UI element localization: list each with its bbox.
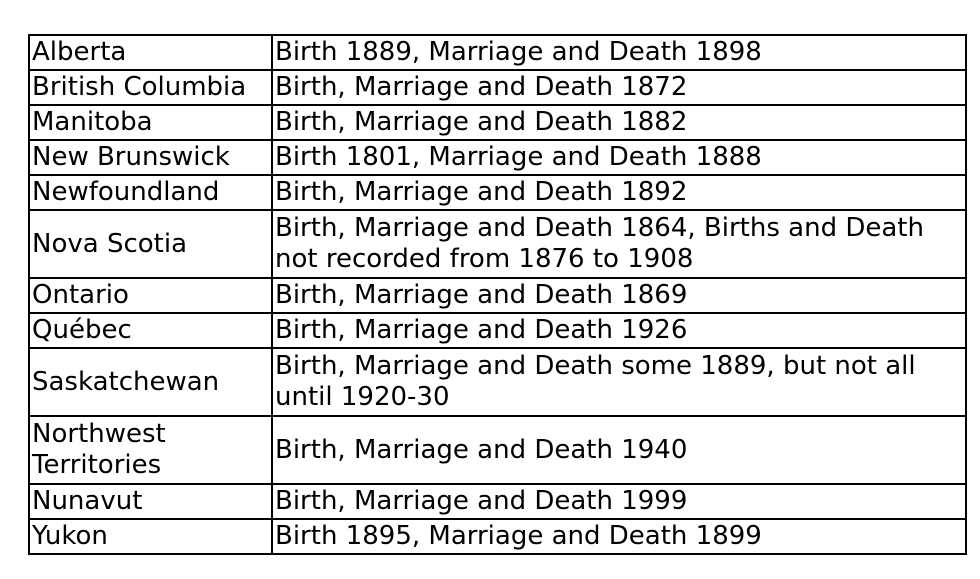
province-cell: Alberta <box>29 35 272 70</box>
records-cell: Birth 1801, Marriage and Death 1888 <box>272 140 966 175</box>
province-cell: Yukon <box>29 519 272 554</box>
records-cell: Birth, Marriage and Death 1864, Births and Death not recorded from 1876 to 1908 <box>272 210 966 278</box>
province-cell: Saskatchewan <box>29 348 272 416</box>
province-cell: New Brunswick <box>29 140 272 175</box>
records-cell: Birth 1889, Marriage and Death 1898 <box>272 35 966 70</box>
table-row <box>29 416 966 484</box>
table-row <box>29 313 966 348</box>
table-row <box>29 348 966 416</box>
province-cell: Ontario <box>29 278 272 313</box>
province-cell: British Columbia <box>29 70 272 105</box>
records-cell: Birth, Marriage and Death 1940 <box>272 416 966 484</box>
records-cell: Birth, Marriage and Death 1882 <box>272 105 966 140</box>
table-row <box>29 484 966 519</box>
records-cell: Birth, Marriage and Death 1869 <box>272 278 966 313</box>
province-cell: Nunavut <box>29 484 272 519</box>
province-cell: Manitoba <box>29 105 272 140</box>
table-row <box>29 175 966 210</box>
table-row <box>29 278 966 313</box>
records-cell: Birth, Marriage and Death 1872 <box>272 70 966 105</box>
records-cell: Birth, Marriage and Death 1999 <box>272 484 966 519</box>
vital-records-table <box>28 34 967 555</box>
records-cell: Birth, Marriage and Death 1926 <box>272 313 966 348</box>
table-row <box>29 35 966 70</box>
table-row <box>29 105 966 140</box>
table-row <box>29 140 966 175</box>
province-cell: Newfoundland <box>29 175 272 210</box>
province-cell: Northwest Territories <box>29 416 272 484</box>
table-row <box>29 70 966 105</box>
province-cell: Nova Scotia <box>29 210 272 278</box>
records-cell: Birth, Marriage and Death some 1889, but not all until 1920-30 <box>272 348 966 416</box>
table-row <box>29 519 966 554</box>
table-row <box>29 210 966 278</box>
records-cell: Birth, Marriage and Death 1892 <box>272 175 966 210</box>
records-cell: Birth 1895, Marriage and Death 1899 <box>272 519 966 554</box>
province-cell: Québec <box>29 313 272 348</box>
vital-records-table-body <box>29 35 966 554</box>
